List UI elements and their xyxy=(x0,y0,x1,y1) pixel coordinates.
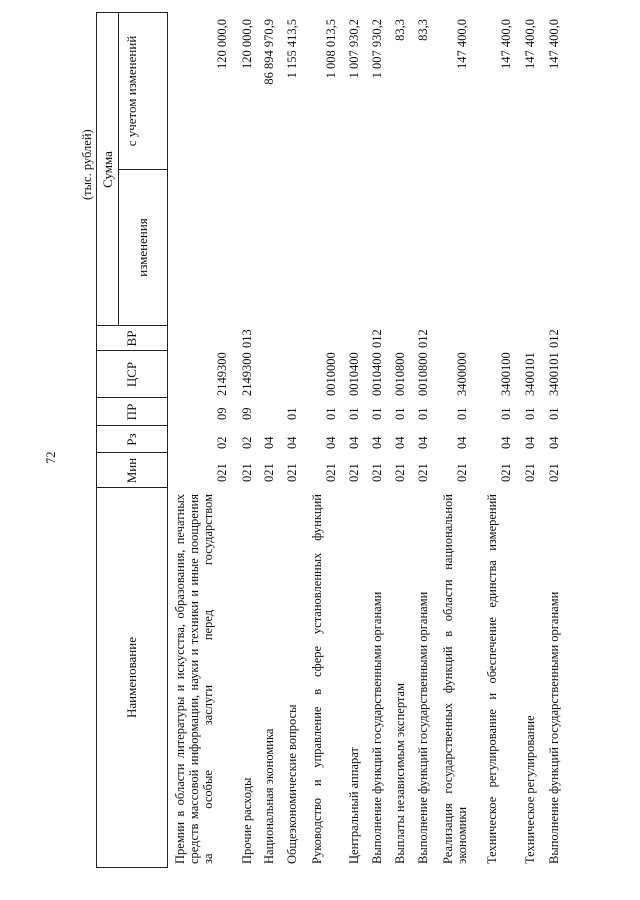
row-csr: 3400101 xyxy=(547,352,561,396)
row-total: 1 007 930,2 xyxy=(347,19,361,79)
header-bottom-border xyxy=(167,12,168,868)
row-total: 1 008 013,5 xyxy=(324,19,338,79)
row-name: Выполнение функций государственными органами xyxy=(547,591,561,864)
col-pr-header: ПР xyxy=(124,403,139,421)
row-min: 021 xyxy=(285,463,299,482)
row-rz: 02 xyxy=(215,436,229,449)
row-rz: 04 xyxy=(455,436,469,449)
row-total: 147 400,0 xyxy=(455,19,469,69)
col-with-changes-header: с учетом изменений xyxy=(124,35,139,147)
row-rz: 04 xyxy=(370,436,384,449)
row-min: 021 xyxy=(499,463,513,482)
row-pr: 01 xyxy=(416,407,430,420)
row-pr: 01 xyxy=(393,407,407,420)
row-name: Техническое регулирование и обеспечение единства измерений xyxy=(485,494,499,864)
row-total: 120 000,0 xyxy=(240,19,254,69)
row-name: Выполнение функций государственными органами xyxy=(416,591,430,864)
row-min: 021 xyxy=(547,463,561,482)
row-total: 147 400,0 xyxy=(523,19,537,69)
row-csr: 2149300 xyxy=(240,352,254,396)
col-csr-header: ЦСР xyxy=(124,361,139,388)
row-rz: 02 xyxy=(240,436,254,449)
row-csr: 0010400 xyxy=(347,352,361,396)
row-rz: 04 xyxy=(262,436,276,449)
page-number: 72 xyxy=(44,451,58,464)
row-name: Общеэкономические вопросы xyxy=(285,704,299,864)
row-total: 147 400,0 xyxy=(547,19,561,69)
row-name: Прочие расходы xyxy=(240,777,254,864)
row-total: 147 400,0 xyxy=(499,19,513,69)
col-rz-header: Рз xyxy=(124,433,139,446)
row-pr: 01 xyxy=(547,407,561,420)
row-min: 021 xyxy=(240,463,254,482)
col-vr-header: ВР xyxy=(124,330,139,347)
row-pr: 01 xyxy=(499,407,513,420)
row-csr: 0010000 xyxy=(324,352,338,396)
row-pr: 01 xyxy=(370,407,384,420)
col-name-header: Наименование xyxy=(124,637,139,718)
row-total: 86 894 970,9 xyxy=(262,19,276,85)
row-csr: 0010800 xyxy=(393,352,407,396)
row-vr: 013 xyxy=(240,329,254,348)
row-csr: 3400100 xyxy=(499,352,513,396)
row-csr: 2149300 xyxy=(215,352,229,396)
row-pr: 09 xyxy=(215,407,229,420)
header-top-border xyxy=(96,12,97,868)
row-min: 021 xyxy=(370,463,384,482)
header-left-border xyxy=(96,867,168,868)
row-name: Выплаты независимым экспертам xyxy=(393,683,407,864)
row-name: Руководство и управление в сфере установленных функций xyxy=(310,494,324,864)
row-csr: 3400101 xyxy=(523,352,537,396)
row-rz: 04 xyxy=(416,436,430,449)
row-min: 021 xyxy=(523,463,537,482)
row-rz: 04 xyxy=(324,436,338,449)
row-name: Выполнение функций государственными органами xyxy=(370,591,384,864)
row-name: Национальная экономика xyxy=(262,728,276,864)
row-rz: 04 xyxy=(393,436,407,449)
row-vr: 012 xyxy=(416,329,430,348)
row-total: 83,3 xyxy=(393,19,407,41)
row-vr: 012 xyxy=(547,329,561,348)
row-total: 83,3 xyxy=(416,19,430,41)
col-sum-header: Сумма xyxy=(100,151,115,188)
row-pr: 09 xyxy=(240,407,254,420)
row-vr: 012 xyxy=(370,329,384,348)
row-pr: 01 xyxy=(523,407,537,420)
row-pr: 01 xyxy=(324,407,338,420)
row-rz: 04 xyxy=(547,436,561,449)
row-name: Премии в области литературы и искусства, образования, печатных средств массовой информации, науки и техники и иные поощрения за особые заслуги перед государством xyxy=(173,494,215,864)
row-pr: 01 xyxy=(455,407,469,420)
row-min: 021 xyxy=(262,463,276,482)
row-min: 021 xyxy=(324,463,338,482)
row-min: 021 xyxy=(455,463,469,482)
col-changes-header: изменения xyxy=(135,218,150,277)
row-total: 1 007 930,2 xyxy=(370,19,384,79)
row-total: 120 000,0 xyxy=(215,19,229,69)
row-rz: 04 xyxy=(285,436,299,449)
row-pr: 01 xyxy=(285,407,299,420)
col-min-header: Мин xyxy=(124,457,139,484)
row-csr: 3400000 xyxy=(455,352,469,396)
row-name: Центральный аппарат xyxy=(347,747,361,864)
row-csr: 0010800 xyxy=(416,352,430,396)
row-min: 021 xyxy=(393,463,407,482)
row-min: 021 xyxy=(347,463,361,482)
row-csr: 0010400 xyxy=(370,352,384,396)
row-pr: 01 xyxy=(347,407,361,420)
row-total: 1 155 413,5 xyxy=(285,19,299,79)
row-name: Реализация государственных функций в области национальной экономики xyxy=(441,494,469,864)
row-min: 021 xyxy=(215,463,229,482)
row-min: 021 xyxy=(416,463,430,482)
row-rz: 04 xyxy=(499,436,513,449)
units-note: (тыс. рублей) xyxy=(80,129,94,200)
row-rz: 04 xyxy=(347,436,361,449)
row-name: Техническое регулирование xyxy=(523,715,537,864)
row-rz: 04 xyxy=(523,436,537,449)
